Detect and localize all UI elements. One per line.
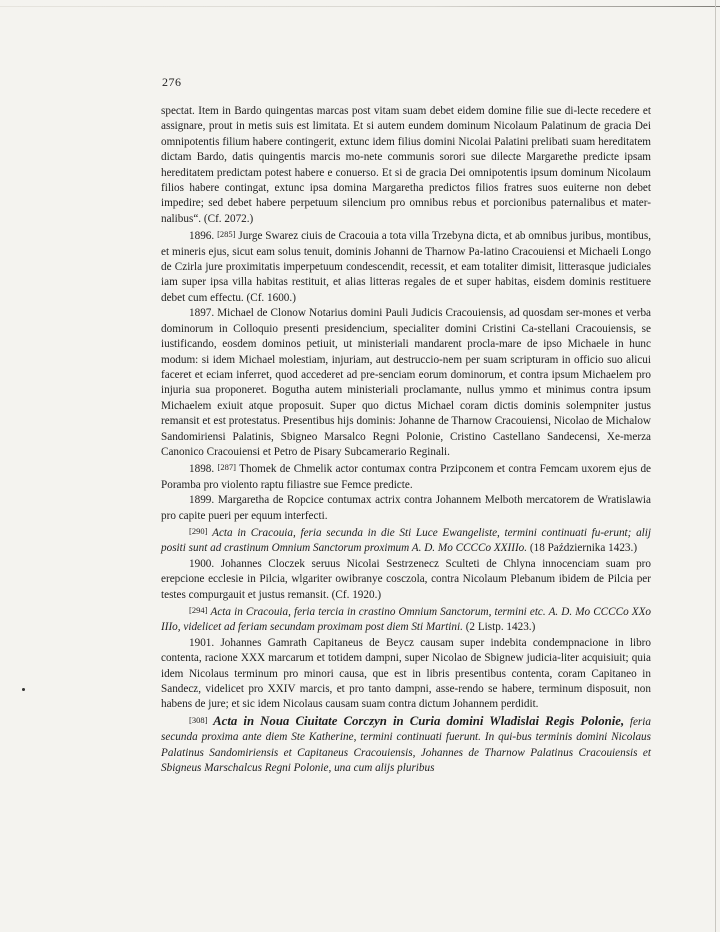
entry-1896 — [161, 227, 651, 306]
footnote-marker: [285] — [217, 229, 236, 240]
entry-1898 — [161, 460, 651, 493]
page-right-edge — [715, 0, 716, 932]
entry-text: Michael de Clonow Notarius domini Pauli Judicis Cracouiensis, ad quosdam ser-mones et verba dominorum in Colloquio presenti presidencium, specialiter domini Cristini Ca-stellani Cracouiensis, se iustificando, eosdem dominos petiuit, ut ministeriali mandarent procla-mare de ipso Michaele in hunc modum: si idem Michael molestiam, injuriam, aut destruccio-nem per suam scripturam in officio suo alicui faceret et eciam inferret, quod accederet ad pre-senciam eorum dominorum, et contra ipsum Michaelem pro injuria sua proponeret. Bogutha autem ministeriali proclamante, nullus ymmo et minimus contra ipsum Michaelem exiuit atque proposuit. Super quo dictus Michael coram dictis dominis solempniter justus remansit et est protestatus. Presentibus hijs dominis: Johanne de Tharnow Cracouiensi, Nicolao de Michalow Sandomiriensi Palatinis, Sbigneo Marsalco Regni Polonie, Cristino Castellano Sandecensi, Xe-merza Canonico Cracouiensi et Petro de Pisary Subcamerario Reginali. — [161, 307, 652, 458]
entry-number: 1900. — [189, 557, 215, 570]
body-text — [161, 104, 651, 776]
session-note-2 — [161, 603, 651, 636]
session-date: (2 Listp. 1423.) — [465, 621, 536, 634]
entry-text: Margaretha de Ropcice contumax actrix contra Johannem Melboth mercatorem de Wratislawia pro capite pueri per equum interfecti. — [161, 494, 651, 522]
entry-text: Johannes Gamrath Capitaneus de Beycz causam super indebita condempnacione in libro contenta, racione XXX marcarum et totidem dampni, super Nicolao de Sbignew judicia-liter acquisiuit; quia idem Nicolaus terminum pro minori causa, que est in libris presentibus contenta, coram Capitaneo in Sandecz, videlicet pro XXIV marcis, et pro tanto dampni, asse-rendo se habere, terminum disposuit, non habens de jure; et sic idem Nicolaus causam suam contra dictum Johannem perdidit. — [161, 636, 651, 711]
footnote-marker: [287] — [217, 462, 236, 473]
entry-1901 — [161, 636, 651, 713]
page-top-edge — [0, 6, 720, 7]
session-italic: feria secunda proxima ante diem Ste Katherine, termini continuati fuerunt. In qui-bus terminis domini Nicolaus Palatinus Sandomiriensis et Capitaneus Cracouiensis, Johannes de Tharnow Palatinus Cracouiensis et Sbigneus Marschalcus Regni Polonie, una cum alijs pluribus — [161, 715, 651, 775]
entry-text: Thomek de Chmelik actor contumax contra Przipconem et contra Femcam uxorem ejus de Poramba pro violento raptu filiastre sue Femce predicte. — [161, 463, 652, 491]
entry-text: Johannes Cloczek seruus Nicolai Sestrzenecz Sculteti de Chlyna innocenciam suam pro erepcione ecclesie in Pilcia, wlgariter owibranye cosczola, contra Nicolaum Plebanum ibidem de Pilcia per testes compurgauit et justus remansit. (Cf. 1920.) — [161, 557, 651, 601]
ink-speck — [22, 688, 25, 691]
entry-number: 1899. — [189, 494, 215, 507]
session-italic: Acta in Cracouia, feria tercia in crastino Omnium Sanctorum, termini etc. A. D. Mo CCCCo XXo IIIo, videlicet ad feriam secundam proximam post diem Sti Martini. — [161, 606, 651, 634]
session-note-3 — [161, 713, 651, 777]
entry-1900 — [161, 557, 651, 603]
session-heading: Acta in Noua Ciuitate Corczyn in Curia domini Wladislai Regis Polonie, — [213, 713, 625, 728]
page-number: 276 — [162, 75, 182, 89]
entry-1897 — [161, 306, 651, 460]
entry-1899 — [161, 493, 651, 524]
entry-text: Jurge Swarez ciuis de Cracouia a tota villa Trzebyna dicta, et ab omnibus juribus, montibus, et mineris ejus, sicut eam solus tenuit, dominis Johanni de Tharnow Pa-latino Cracouiensi et Michaeli Longo de Czirla jure proximitatis imperpetuum condescendit, recessit, et eam totaliter dimisit, litterasque judiciales iam super ipsa villa habitas restituit, et alias litteras regales de et super habitas, eisdem dominis restituere debet cum effectu. (Cf. 1600.) — [161, 230, 652, 304]
paragraph-text: spectat. Item in Bardo quingentas marcas post vitam suam debet eidem domine filie sue di-lecte recedere et assignare, prout in metis suis est limitata. Et si autem eundem dominum Nicolaum Palatinum de gracia Dei omnipotentis filium habere contingerit, extunc idem filius domini Nicolai Palatini prelibati suam hereditatem dictam Bardo, datis quingentis marcis mo-nete communis sorori sue dilecte Margarethe predicte ipsam hereditatem predictam potest habere e conuerso. Et si de gracia Dei omnipotentis ipsum dominum Nicolaum filios habere contingat, extunc ipsa domina Margaretha predictos filios fratres suos euiterne non debet impedire; sed debet habere perpetuum silencium pro omnibus rebus et porcionibus paternalibus et mater-nalibus“. (Cf. 2072.) — [161, 105, 651, 225]
session-note-1 — [161, 524, 651, 557]
entry-number: 1897. — [189, 307, 215, 320]
paragraph-continuation — [161, 104, 651, 227]
session-date: (18 Października 1423.) — [529, 542, 638, 555]
footnote-marker: [308] — [189, 714, 208, 725]
entry-number: 1896. — [189, 230, 215, 243]
session-italic: Acta in Cracouia, feria secunda in die Sti Luce Ewangeliste, termini continuati fu-erunt; alij positi sunt ad crastinum Omnium Sanctorum proximum A. D. Mo CCCCo XXIIIo. — [161, 526, 651, 555]
entry-number: 1901. — [189, 636, 215, 649]
entry-number: 1898. — [189, 463, 215, 476]
footnote-marker: [290] — [189, 525, 208, 536]
footnote-marker: [294] — [189, 605, 208, 615]
